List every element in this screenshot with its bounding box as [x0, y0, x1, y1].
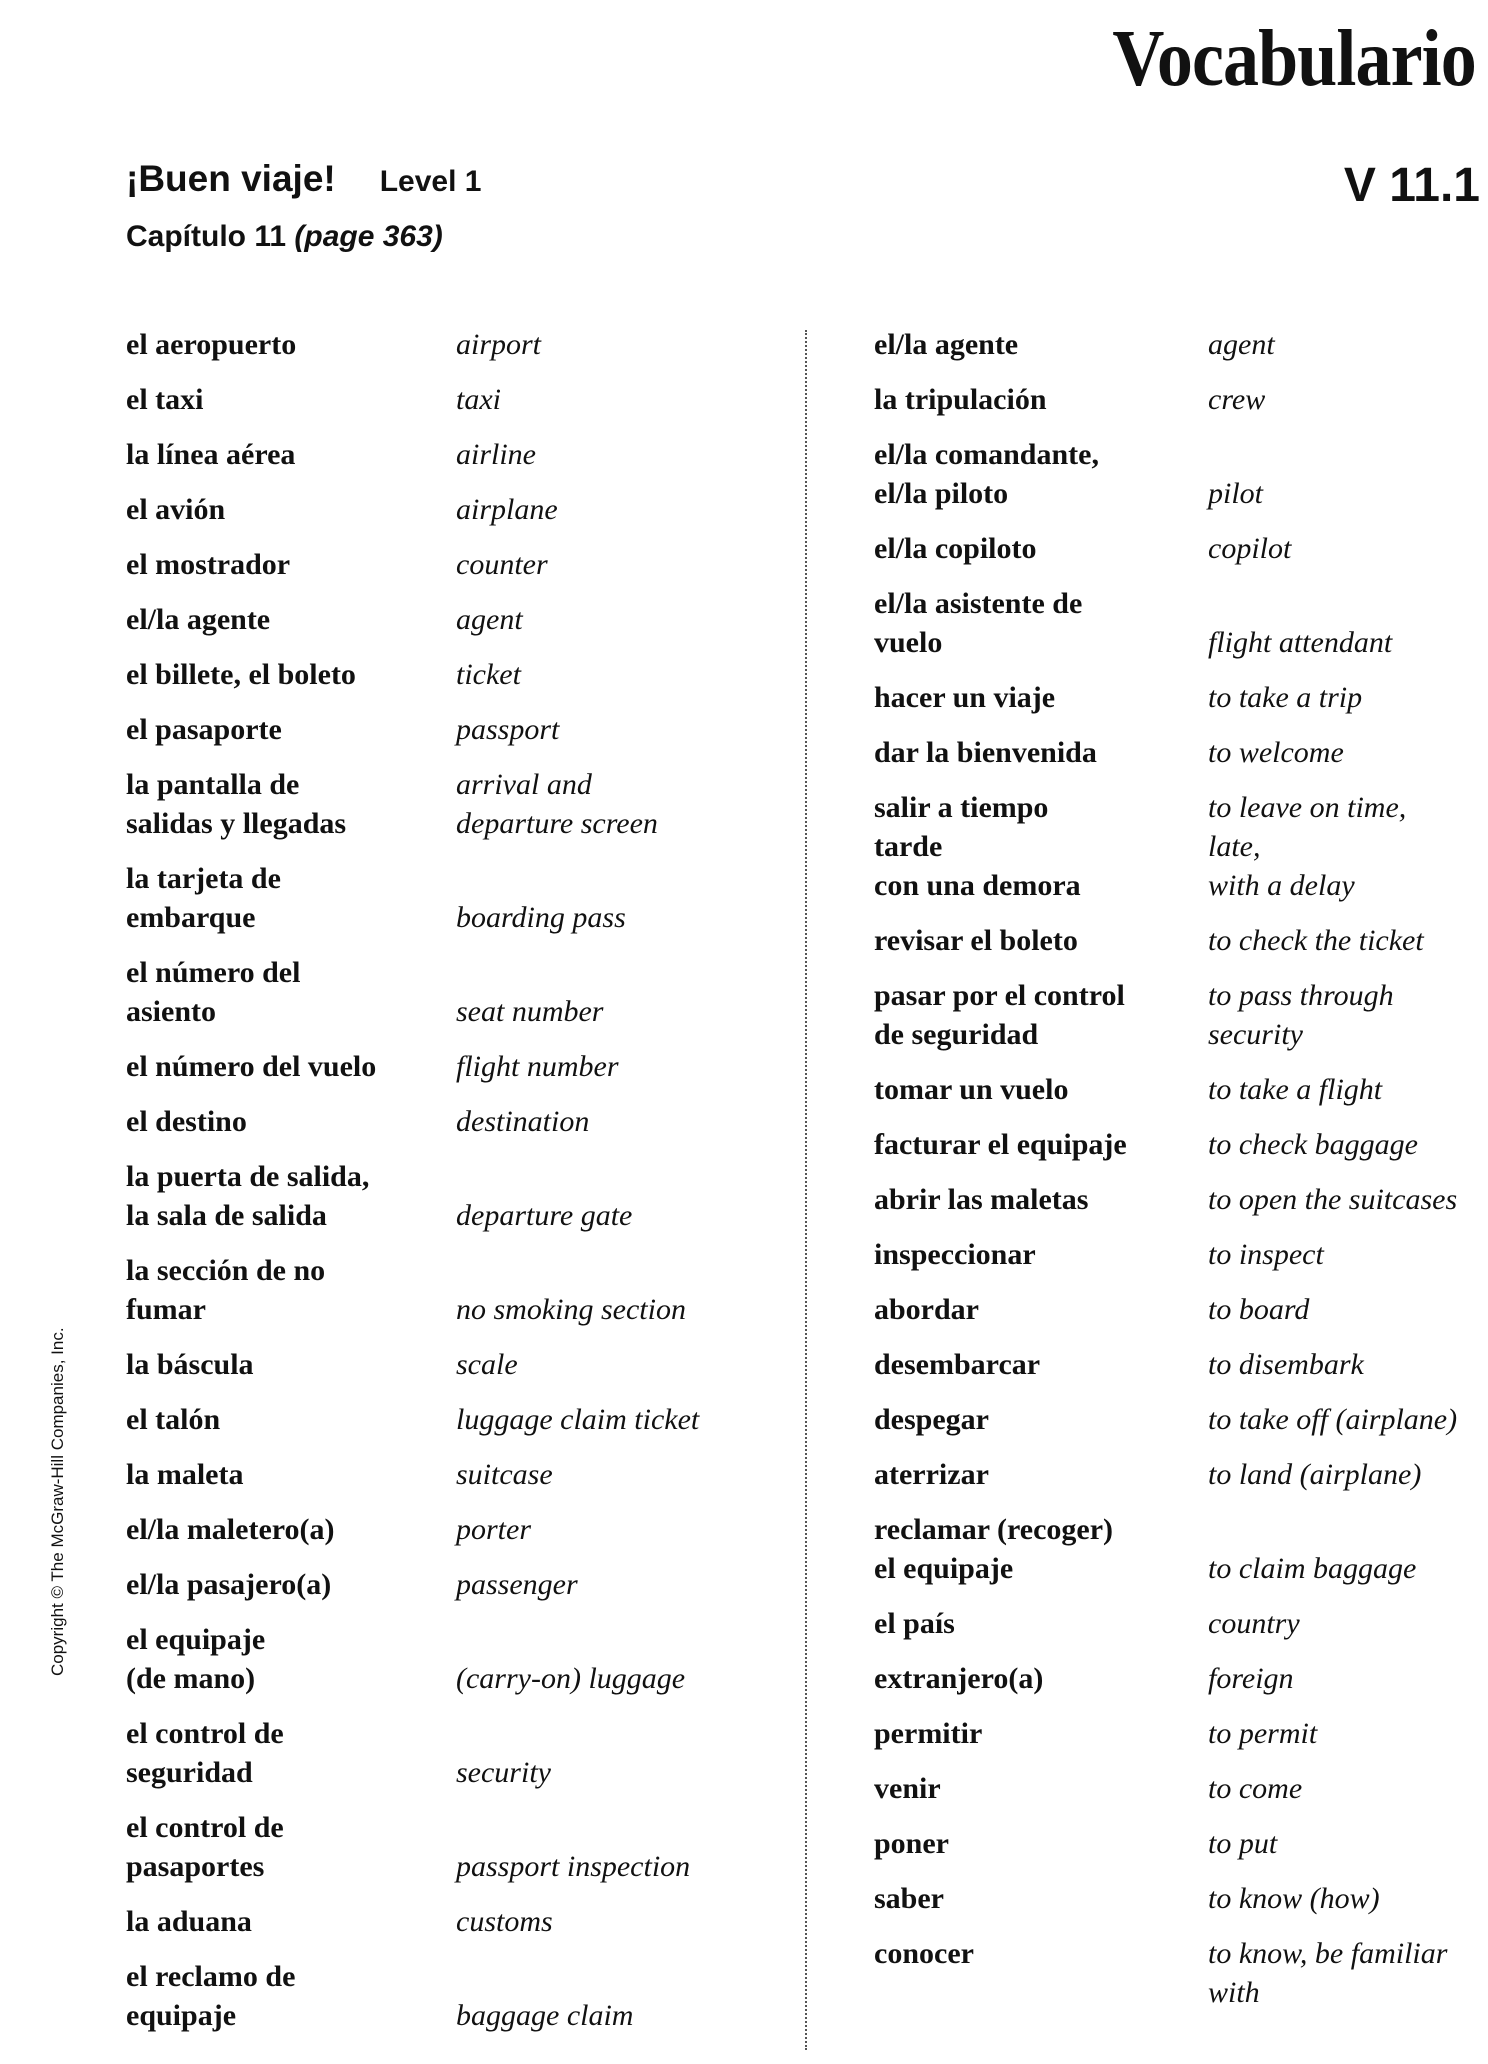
english-translation: flight attendant — [1208, 626, 1393, 659]
spanish-term: la línea aérea — [126, 438, 296, 471]
spanish-term: el reclamo de equipaje — [126, 1960, 296, 2032]
vocabulary-column-left — [126, 325, 786, 2051]
vocab-entry — [874, 788, 1484, 905]
english-translation: to disembark — [1208, 1348, 1364, 1381]
vocab-entry — [126, 1455, 786, 1494]
spanish-term: el equipaje (de mano) — [126, 1623, 266, 1695]
vocab-entry — [126, 1902, 786, 1941]
english-translation: to check the ticket — [1208, 924, 1424, 957]
english-translation: baggage claim — [456, 1999, 634, 2032]
english-translation: foreign — [1208, 1662, 1294, 1695]
spanish-term: el/la comandante, el/la piloto — [874, 438, 1099, 510]
vocab-entry — [126, 380, 786, 419]
english-translation: to claim baggage — [1208, 1552, 1417, 1585]
english-translation: to inspect — [1208, 1238, 1324, 1271]
spanish-term: la sección de no fumar — [126, 1254, 326, 1326]
spanish-term: la tarjeta de embarque — [126, 862, 281, 934]
vocab-entry — [874, 1180, 1484, 1219]
english-translation: to land (airplane) — [1208, 1458, 1422, 1491]
english-translation: counter — [456, 548, 548, 581]
vocab-entry — [126, 435, 786, 474]
english-translation: flight number — [456, 1050, 619, 1083]
english-translation: arrival and departure screen — [456, 768, 658, 840]
spanish-term: el mostrador — [126, 548, 291, 581]
vocab-entry — [126, 1047, 786, 1086]
spanish-term: la pantalla de salidas y llegadas — [126, 768, 347, 840]
vocab-entry — [874, 1125, 1484, 1164]
vocab-entry — [874, 1455, 1484, 1494]
spanish-term: despegar — [874, 1403, 989, 1436]
spanish-term: poner — [874, 1827, 949, 1860]
english-translation: to board — [1208, 1293, 1310, 1326]
vocab-entry — [126, 1251, 786, 1329]
english-translation: scale — [456, 1348, 518, 1381]
page-reference: (page 363) — [294, 220, 443, 253]
english-translation: passport inspection — [456, 1850, 691, 1883]
spanish-term: pasar por el control de seguridad — [874, 979, 1125, 1051]
spanish-term: el país — [874, 1607, 955, 1640]
english-translation: departure gate — [456, 1199, 633, 1232]
vocab-entry — [126, 953, 786, 1031]
vocab-entry — [126, 1102, 786, 1141]
vocabulary-column-right — [874, 325, 1484, 2028]
spanish-term: conocer — [874, 1937, 974, 1970]
spanish-term: el taxi — [126, 383, 204, 416]
spanish-term: salir a tiempo tarde con una demora — [874, 791, 1081, 902]
vocab-entry — [126, 1565, 786, 1604]
english-translation: copilot — [1208, 532, 1292, 565]
vocab-entry — [126, 600, 786, 639]
spanish-term: aterrizar — [874, 1458, 989, 1491]
spanish-term: extranjero(a) — [874, 1662, 1044, 1695]
english-translation: to take off (airplane) — [1208, 1403, 1458, 1436]
vocab-entry — [126, 1808, 786, 1886]
english-translation: taxi — [456, 383, 501, 416]
vocab-entry — [126, 490, 786, 529]
chapter-label: Capítulo 11 — [126, 220, 287, 253]
vocab-entry — [126, 1510, 786, 1549]
english-translation: to take a flight — [1208, 1073, 1383, 1106]
spanish-term: reclamar (recoger) el equipaje — [874, 1513, 1114, 1585]
english-translation: country — [1208, 1607, 1300, 1640]
english-translation: crew — [1208, 383, 1266, 416]
english-translation: passport — [456, 713, 560, 746]
vocab-entry — [874, 1235, 1484, 1274]
column-divider — [805, 330, 807, 2050]
english-translation: customs — [456, 1905, 553, 1938]
vocab-entry — [126, 765, 786, 843]
vocab-entry — [874, 1769, 1484, 1808]
vocab-entry — [126, 859, 786, 937]
english-translation: no smoking section — [456, 1293, 686, 1326]
vocab-entry — [126, 545, 786, 584]
vocab-entry — [126, 1714, 786, 1792]
vocab-entry — [874, 1345, 1484, 1384]
vocab-entry — [126, 1620, 786, 1698]
english-translation: to know, be familiar with — [1208, 1937, 1448, 2009]
spanish-term: el control de seguridad — [126, 1717, 284, 1789]
english-translation: to leave on time, late, with a delay — [1208, 791, 1407, 902]
english-translation: luggage claim ticket — [456, 1403, 700, 1436]
spanish-term: el/la copiloto — [874, 532, 1037, 565]
vocab-entry — [874, 1659, 1484, 1698]
spanish-term: dar la bienvenida — [874, 736, 1097, 769]
english-translation: airplane — [456, 493, 558, 526]
spanish-term: el destino — [126, 1105, 247, 1138]
copyright-notice: Copyright © The McGraw-Hill Companies, Inc. — [48, 1327, 67, 1676]
vocab-entry — [874, 435, 1484, 513]
spanish-term: la puerta de salida, la sala de salida — [126, 1160, 370, 1232]
spanish-term: facturar el equipaje — [874, 1128, 1127, 1161]
english-translation: to come — [1208, 1772, 1303, 1805]
vocab-entry — [874, 1714, 1484, 1753]
spanish-term: hacer un viaje — [874, 681, 1056, 714]
spanish-term: permitir — [874, 1717, 983, 1750]
spanish-term: abordar — [874, 1293, 979, 1326]
spanish-term: el aeropuerto — [126, 328, 297, 361]
english-translation: to permit — [1208, 1717, 1318, 1750]
english-translation: security — [456, 1756, 551, 1789]
vocab-entry — [126, 1157, 786, 1235]
english-translation: (carry-on) luggage — [456, 1662, 686, 1695]
page-title: Vocabulario — [1112, 15, 1476, 103]
english-translation: porter — [456, 1513, 531, 1546]
english-translation: agent — [456, 603, 523, 636]
spanish-term: el/la agente — [874, 328, 1019, 361]
english-translation: destination — [456, 1105, 590, 1138]
spanish-term: el control de pasaportes — [126, 1811, 284, 1883]
spanish-term: el/la pasajero(a) — [126, 1568, 332, 1601]
vocab-entry — [126, 1957, 786, 2035]
spanish-term: el número del asiento — [126, 956, 301, 1028]
spanish-term: desembarcar — [874, 1348, 1041, 1381]
spanish-term: el/la agente — [126, 603, 271, 636]
english-translation: to open the suitcases — [1208, 1183, 1458, 1216]
vocab-entry — [874, 529, 1484, 568]
vocab-entry — [874, 733, 1484, 772]
spanish-term: tomar un vuelo — [874, 1073, 1069, 1106]
spanish-term: el número del vuelo — [126, 1050, 377, 1083]
english-translation: to check baggage — [1208, 1128, 1418, 1161]
english-translation: suitcase — [456, 1458, 553, 1491]
spanish-term: la maleta — [126, 1458, 244, 1491]
vocab-entry — [874, 976, 1484, 1054]
vocab-entry — [126, 325, 786, 364]
vocab-entry — [874, 921, 1484, 960]
vocab-entry — [874, 1510, 1484, 1588]
worksheet-code: V 11.1 — [1343, 159, 1480, 212]
spanish-term: el/la asistente de vuelo — [874, 587, 1083, 659]
spanish-term: la tripulación — [874, 383, 1047, 416]
vocab-entry — [874, 1824, 1484, 1863]
vocab-entry — [126, 655, 786, 694]
spanish-term: el/la maletero(a) — [126, 1513, 335, 1546]
spanish-term: la aduana — [126, 1905, 252, 1938]
spanish-term: la báscula — [126, 1348, 254, 1381]
spanish-term: inspeccionar — [874, 1238, 1036, 1271]
spanish-term: el talón — [126, 1403, 221, 1436]
spanish-term: venir — [874, 1772, 941, 1805]
vocab-entry — [126, 1345, 786, 1384]
vocab-entry — [874, 1604, 1484, 1643]
spanish-term: el pasaporte — [126, 713, 282, 746]
vocab-entry — [874, 678, 1484, 717]
english-translation: agent — [1208, 328, 1275, 361]
book-title: ¡Buen viaje! — [126, 158, 336, 199]
english-translation: passenger — [456, 1568, 578, 1601]
level-label: Level 1 — [379, 165, 482, 198]
vocab-entry — [874, 1879, 1484, 1918]
vocab-entry — [874, 1290, 1484, 1329]
english-translation: ticket — [456, 658, 521, 691]
english-translation: airline — [456, 438, 536, 471]
vocab-entry — [874, 1934, 1484, 2012]
spanish-term: abrir las maletas — [874, 1183, 1089, 1216]
spanish-term: revisar el boleto — [874, 924, 1078, 957]
vocab-entry — [874, 584, 1484, 662]
spanish-term: saber — [874, 1882, 944, 1915]
vocab-entry — [126, 1400, 786, 1439]
spanish-term: el avión — [126, 493, 226, 526]
english-translation: to put — [1208, 1827, 1278, 1860]
english-translation: pilot — [1208, 477, 1264, 510]
english-translation: seat number — [456, 995, 604, 1028]
vocab-entry — [874, 325, 1484, 364]
vocab-entry — [126, 710, 786, 749]
vocab-entry — [874, 380, 1484, 419]
header-info — [126, 158, 481, 254]
english-translation: airport — [456, 328, 542, 361]
vocab-entry — [874, 1400, 1484, 1439]
english-translation: to take a trip — [1208, 681, 1363, 714]
english-translation: to know (how) — [1208, 1882, 1380, 1915]
vocab-entry — [874, 1070, 1484, 1109]
english-translation: to welcome — [1208, 736, 1344, 769]
english-translation: boarding pass — [456, 901, 626, 934]
spanish-term: el billete, el boleto — [126, 658, 356, 691]
english-translation: to pass through security — [1208, 979, 1394, 1051]
